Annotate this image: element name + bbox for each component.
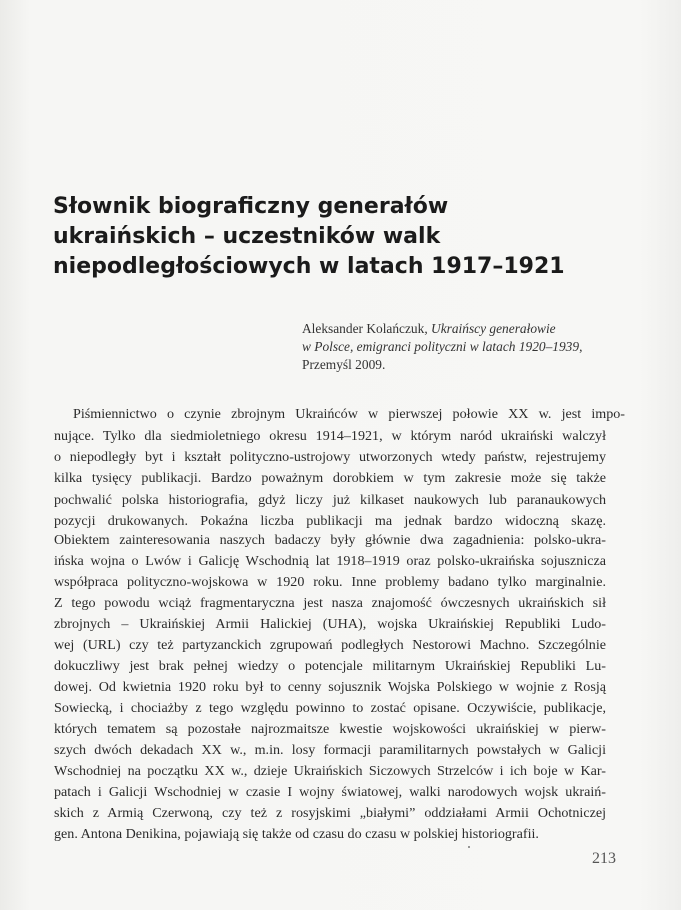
print-speck [468,846,470,848]
body-line: o niepodległy byt i kształt polityczno-ustrojowy utworzonych wtedy państw, rejestrujemy [54,449,606,465]
reference-author: Aleksander Kolańczuk, [302,321,432,336]
page-number: 213 [592,850,616,867]
body-line: Wschodniej na początku XX w., dzieje Ukraińskich Siczowych Strzelców i ich boje w Kar- [54,763,606,779]
body-line: Obiektem zainteresowania naszych badaczy były głównie dwa zagadnienia: polsko-ukra- [54,532,606,548]
body-line: Z tego powodu wciąż fragmentaryczna jest nasza znajomość ówczesnych ukraińskich sił [54,595,606,611]
chapter-title-line-1: Słownik biograficzny generałów [53,194,449,219]
chapter-title-line-3: niepodległościowych w latach 1917–1921 [53,254,565,279]
body-line: skich z Armią Czerwoną, czy też z rosyjskimi „białymi” oddziałami Armii Ochotniczej [54,805,606,821]
chapter-title-line-2: ukraińskich – uczestników walk [53,224,441,249]
body-line: gen. Antona Denikina, pojawiają się także od czasu do czasu w polskiej historiografii. [54,826,539,842]
reference-title-part-2: w Polsce, emigranci polityczni w latach 1920–1939 [302,339,580,354]
body-line: dowej. Od kwietnia 1920 roku był to cenny sojusznik Wojska Polskiego w wojnie z Rosją [54,679,606,695]
book-reference [302,320,632,374]
body-line: Sowiecką, i chociażby z tego względu powinno to zostać opisane. Oczywiście, publikacje, [54,700,606,716]
body-line: szych dwóch dekadach XX w., m.in. losy formacji paramilitarnych powstałych w Galicji [54,742,606,758]
body-line: pozycji drukowanych. Pokaźna liczba publikacji ma jednak bardzo widoczną skazę. [54,513,606,529]
body-line: współpraca polityczno-wojskowa w 1920 roku. Inne problemy badano tylko marginalnie. [54,574,606,590]
body-line: wej (URL) czy też partyzanckich zgrupowań podległych Nestorowi Machno. Szczególnie [54,637,606,653]
body-line: ińska wojna o Lwów i Galicję Wschodnią lat 1918–1919 oraz polsko-ukraińska sojusznicza [54,553,606,569]
reference-title-part-1: Ukraińscy generałowie [431,321,556,336]
body-line: których tematem są pozostałe najrozmaitsze kwestie wojskowości ukraińskiej w pierw- [54,721,606,737]
body-line: dokuczliwy jest brak pełnej wiedzy o potencjale militarnym Ukraińskiej Republiki Lu- [54,658,606,674]
body-line: nujące. Tylko dla siedmioletniego okresu 1914–1921, w którym naród ukraiński walczył [54,428,606,444]
reference-line-2 [302,338,632,356]
chapter-title [53,192,613,282]
body-line: zbrojnych – Ukraińskiej Armii Halickiej (UHA), wojska Ukraińskiej Republiki Ludo- [54,616,606,632]
reference-place-year: Przemyśl 2009. [302,357,386,372]
body-line: kilka tysięcy publikacji. Bardzo poważnym dorobkiem w tym zakresie może się także [54,470,606,486]
reference-title-tail: , [579,339,583,354]
body-line: pochwalić polska historiografia, gdyż liczy już kilkaset naukowych lub paranaukowych [54,492,606,508]
body-line: Piśmiennictwo o czynie zbrojnym Ukraińców w pierwszej połowie XX w. jest impo- [73,406,625,422]
body-line: patach i Galicji Wschodniej w czasie I wojny światowej, walki narodowych wojsk ukraiń- [54,784,606,800]
reference-line-1 [302,320,632,338]
